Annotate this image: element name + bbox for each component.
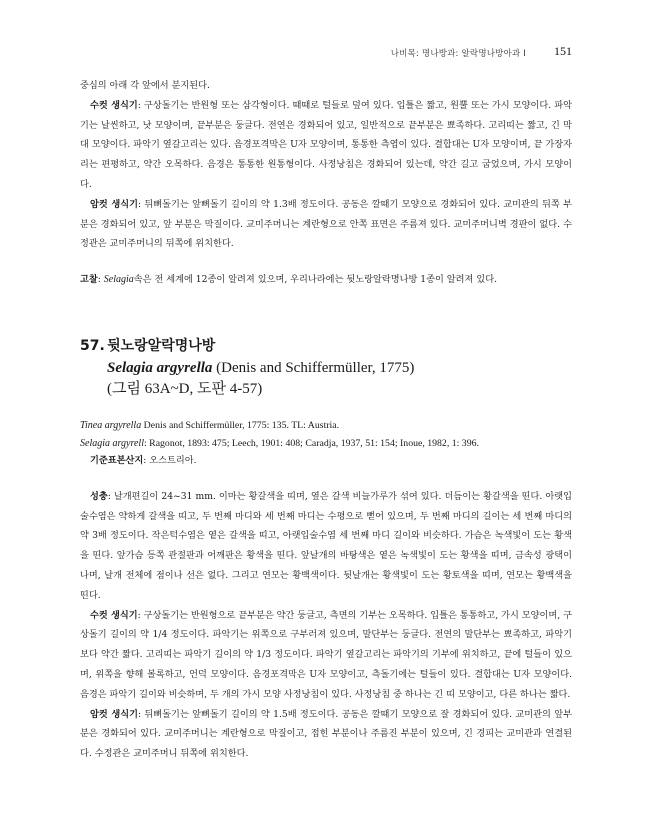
continuation-paragraph (80, 76, 572, 96)
synonym-citation: : Ragonot, 1893: 475; Leech, 1901: 408; Caradja, 1937, 51: 154; Inoue, 1982, 1: 396. (143, 437, 479, 449)
remarks-label: 고찰 (80, 274, 98, 286)
remarks-genus: Selagia (103, 274, 134, 286)
synonym-entry (80, 417, 572, 435)
male-genitalia-text-prev: : 구상돌기는 반원형 또는 삼각형이다. 때때로 털들로 덮여 있다. 입틀은 짧고, 원뿔 또는 가시 모양이다. 파악기는 날씬하고, 낫 모양이며, 끝부분은 둥글다. 전연은 경화되어 있고, 일반적으로 끝부분은 뾰족하다. 고리띠는 짧고, 긴 막대 모양이다. 파악기 옆갈고리는 있다. 음경포격막은 U자 모양이며, 통통한 측엽이 있다. 결합대는 U자 모양이며, 끝 가장자리는 편평하고, 약간 오목하다. 음경은 통통한 원통형이다. 사정낭침은 경화되어 있는데, 약간 길고 굽었으며, 가시 모양이다. (80, 99, 573, 190)
type-locality-text: : 오스트리아. (143, 455, 197, 467)
running-title: 나비목: 명나방과: 알락명나방아과 I (390, 49, 526, 59)
page-body (80, 76, 572, 764)
species-scientific-line (80, 358, 572, 379)
male-genitalia-text: : 구상돌기는 반원형으로 끝부분은 약간 둥글고, 측면의 기부는 오목하다. 입틀은 통통하고, 가시 모양이며, 구상돌기 길이의 약 1/4 정도이다. 파악기는 위쪽으로 구부러져 있으며, 말단부는 둥글다. 전연의 말단부는 뾰족하고, 파악기보다 약간 짧다. 고리띠는 파악기 길이의 약 1/3 정도이다. 파악기 옆갈고리는 파악기의 기부에 위치하고, 끝에 털들이 있으며, 위쪽을 향해 볼록하고, 언덕 모양이다. 음경포격막은 U자 모양이고, 측돌기에는 털들이 있다. 결합대는 U자 모양이다. 음경은 파악기 길이와 비슷하며, 두 개의 가시 모양 사정낭침이 있다. 사정낭침 중 하나는 긴 띠 모양이고, 다른 하나는 짧다. (80, 609, 572, 700)
continuation-text: 중심의 아래 각 앞에서 분지된다. (80, 80, 210, 91)
species-description (80, 487, 572, 764)
female-genitalia-text: : 뒤뼈돌기는 앞뼈돌기 길이의 약 1.5배 정도이다. 공동은 깔때기 모양으로 잘 경화되어 있다. 교미관의 앞부분은 경화되어 있다. 교미주머니는 계란형으로 막질이고, 접힌 부분이나 주름진 부분이 있으며, 긴 경피는 교미관과 연결된다. 수정관은 교미주머니 뒤쪽에 위치한다. (80, 708, 572, 760)
synonymy-list (80, 417, 572, 470)
adult-text: : 날개편길이 24~31 mm. 이마는 황갈색을 띠며, 옆은 갈색 비늘가루가 섞여 있다. 더듬이는 황갈색을 띤다. 아랫입술수염은 약하게 갈색을 띠고, 두 번째 마디와 세 번째 마디는 수평으로 뻗어 있으며, 두 번째 마디의 길이는 세 번째 마디의 약 3배 정도이다. 작은턱수염은 옅은 갈색을 띠고, 아랫입술수염 세 번째 마디 길이와 비슷하다. 가슴은 녹색빛이 도는 황색을 띤다. 앞가슴 등쪽 관절판과 어깨판은 황색을 띤다. 앞날개의 바탕색은 옅은 녹색빛이 도는 황색을 띠며, 금속성 광택이 나며, 날개 전체에 점이나 선은 없다. 그리고 연모는 황백색이다. 뒷날개는 황색빛이 도는 황토색을 띠며, 연모는 황백색을 띤다. (80, 490, 572, 601)
female-genitalia-text-prev: : 뒤뼈돌기는 앞뼈돌기 길이의 약 1.3배 정도이다. 공동은 깔때기 모양으로 경화되어 있다. 교미관의 뒤쪽 부분은 경화되어 있고, 앞 부분은 막질이다. 교미주머니는 계란형으로 안쪽 표면은 주름져 있다. 교미주머니벽 경판이 없다. 수정관은 교미주머니의 뒤쪽에 위치한다. (80, 198, 572, 250)
female-genitalia-label: 암컷 생식기 (90, 708, 138, 720)
species-heading (80, 336, 572, 400)
adult-paragraph (80, 487, 572, 606)
adult-label: 성충 (90, 490, 108, 502)
species-authority: (Denis and Schiffermüller, 1775) (216, 359, 415, 376)
female-genitalia-label-prev: 암컷 생식기 (90, 198, 138, 210)
male-genitalia-paragraph-prev (80, 96, 572, 195)
female-genitalia-paragraph-prev (80, 195, 572, 254)
type-locality (80, 452, 572, 470)
type-locality-label: 기준표본산지 (90, 455, 144, 467)
male-genitalia-label: 수컷 생식기 (90, 609, 138, 621)
male-genitalia-label-prev: 수컷 생식기 (90, 99, 138, 111)
species-korean-name: 뒷노랑알락명나방 (107, 337, 216, 354)
male-genitalia-paragraph (80, 606, 572, 705)
female-genitalia-paragraph (80, 705, 572, 764)
species-number: 57. (80, 337, 105, 354)
running-header (80, 44, 572, 60)
synonym-entry (80, 435, 572, 453)
synonym-name: Tinea argyrella (80, 419, 142, 431)
remarks-paragraph: 고찰: Selagia속은 전 세계에 12종이 알려져 있으며, 우리나라에는 뒷노랑알락명나방 1종이 알려져 있다. (80, 274, 498, 286)
synonym-citation: Denis and Schiffermüller, 1775: 135. TL: Austria. (141, 419, 340, 431)
species-figure-reference: (그림 63A~D, 도판 4-57) (107, 380, 263, 397)
species-title-line (80, 336, 572, 358)
remarks-text: 속은 전 세계에 12종이 알려져 있으며, 우리나라에는 뒷노랑알락명나방 1종이 알려져 있다. (133, 274, 498, 286)
species-scientific-name: Selagia argyrella (107, 359, 213, 376)
page-number: 151 (554, 44, 572, 58)
synonym-name: Selagia argyrell (80, 437, 144, 449)
